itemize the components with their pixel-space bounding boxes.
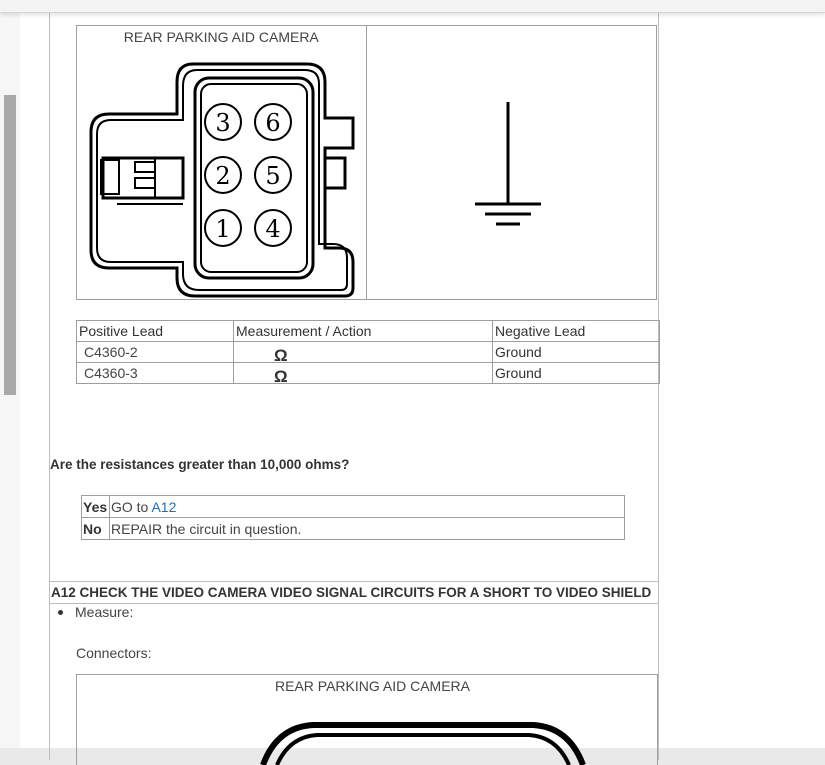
connector-title: REAR PARKING AID CAMERA [275,678,471,694]
column-header: Negative Lead [493,321,660,342]
step-header: A12 CHECK THE VIDEO CAMERA VIDEO SIGNAL CIRCUITS FOR A SHORT TO VIDEO SHIELD [50,581,658,604]
table-row [77,342,660,363]
column-header: Positive Lead [77,321,234,342]
table-header-row [77,321,660,342]
pin-label: 5 [265,162,281,190]
question-text: Are the resistances greater than 10,000 ohms? [50,457,350,472]
yes-action-text: GO to [111,498,152,515]
connector-face-diagram [77,48,366,298]
connector-diagram-table [76,25,657,300]
measurement-cell [234,363,493,384]
yes-label: Yes [82,496,110,518]
yes-row [82,496,625,518]
no-action: REPAIR the circuit in question. [110,518,625,540]
pin-label: 3 [215,109,231,137]
negative-lead-cell: Ground [493,363,660,384]
document-page [20,0,825,748]
positive-lead-cell: C4360-3 [77,363,234,384]
list-item [58,604,133,620]
no-label: No [82,518,110,540]
left-scrollbar-track [0,0,21,748]
connectors-label: Connectors: [76,645,152,661]
scrollbar-thumb[interactable] [4,95,16,395]
pin-label: 1 [215,215,231,243]
pin-label: 2 [215,162,231,190]
table-row [77,363,660,384]
negative-lead-cell: Ground [493,342,660,363]
positive-lead-cell: C4360-2 [77,342,234,363]
connector-face-diagram [77,705,657,765]
browser-toolbar [0,0,825,13]
connector-face-cell [77,26,367,300]
ground-icon [367,26,657,299]
ohm-symbol: Ω [274,346,288,365]
yes-no-table [81,495,625,540]
connector-diagram-2 [76,674,658,765]
column-header: Measurement / Action [234,321,493,342]
connector-title: REAR PARKING AID CAMERA [123,29,319,45]
yes-action [110,496,625,518]
ground-symbol-cell [366,26,656,300]
measurement-table [76,320,660,384]
pin-label: 4 [265,215,281,243]
bullet-text: Measure: [75,604,134,620]
measurement-cell [234,342,493,363]
pin-label: 6 [265,109,281,137]
bullet-icon [58,610,63,615]
goto-step-link[interactable]: A12 [151,498,177,515]
ohm-symbol: Ω [274,367,288,386]
no-row [82,518,625,540]
